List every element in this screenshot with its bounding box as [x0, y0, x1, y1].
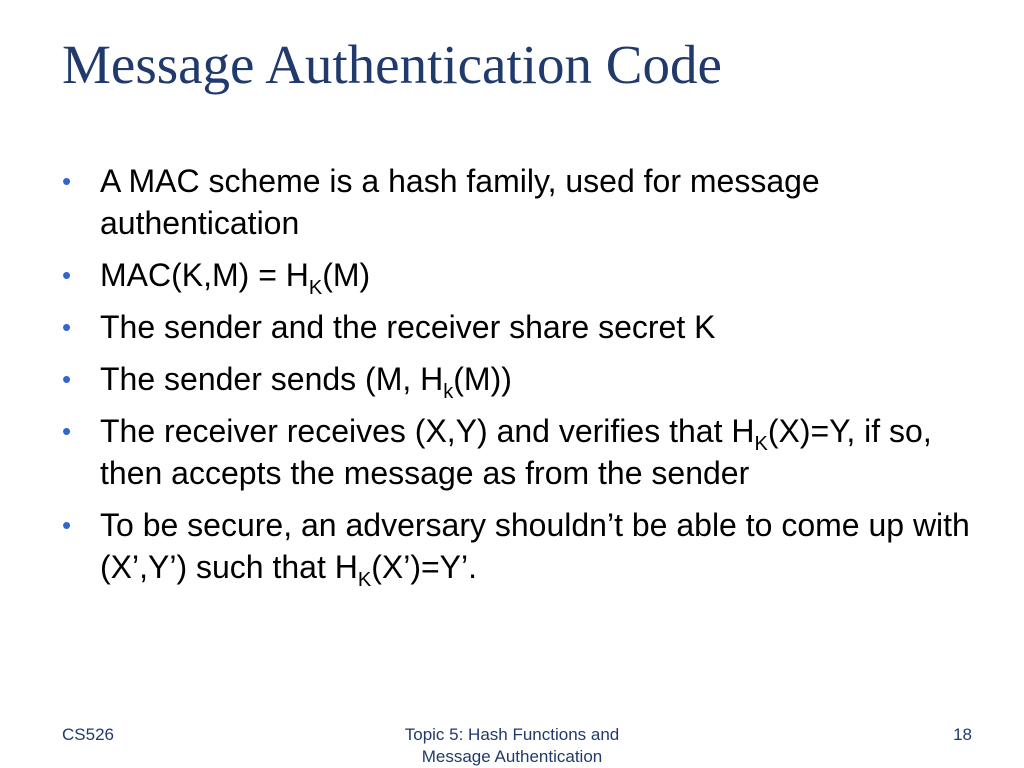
bullet-item [62, 160, 982, 244]
bullet-marker: • [62, 166, 72, 196]
bullet-text [100, 309, 715, 345]
footer-topic-line-2: Message Authentication [421, 747, 603, 766]
footer-page-number: 18 [953, 725, 972, 744]
footer-topic [362, 724, 662, 768]
text-segment: The receiver receives (X,Y) and verifies that H [100, 413, 755, 449]
text-segment: A MAC scheme is a hash family, used for message authentication [100, 163, 820, 241]
text-segment: The sender sends (M, H [100, 361, 444, 397]
bullet-marker: • [62, 260, 72, 290]
bullet-list [62, 160, 982, 598]
bullet-text [100, 163, 820, 241]
text-segment: MAC(K,M) = H [100, 257, 309, 293]
text-segment: (M)) [453, 361, 512, 397]
text-segment: To be secure, an adversary shouldn’t be able to come up with (X’,Y’) such that H [100, 507, 970, 585]
text-segment: (M) [322, 257, 371, 293]
bullet-item [62, 410, 982, 494]
text-segment: The sender and the receiver share secret K [100, 309, 716, 345]
bullet-marker: • [62, 312, 72, 342]
subscript-text: K [308, 277, 323, 299]
subscript-text: K [357, 569, 372, 591]
bullet-marker: • [62, 364, 72, 394]
bullet-marker: • [62, 416, 72, 446]
subscript-text: K [754, 433, 768, 455]
bullet-item [62, 306, 982, 348]
bullet-text [100, 361, 512, 403]
bullet-text [100, 257, 371, 299]
bullet-item [62, 358, 982, 403]
bullet-item [62, 504, 982, 591]
bullet-text [100, 507, 970, 591]
subscript-text: k [443, 381, 454, 403]
footer-topic-line-1: Topic 5: Hash Functions and [404, 725, 620, 744]
slide-title: Message Authentication Code [62, 34, 722, 95]
bullet-item [62, 254, 982, 299]
text-segment: (X)=Y, if so, then accepts the message as from the sender [100, 413, 932, 491]
bullet-marker: • [62, 510, 72, 540]
bullet-text [100, 413, 932, 491]
text-segment: (X’)=Y’. [371, 549, 477, 585]
footer-course: CS526 [62, 725, 114, 744]
